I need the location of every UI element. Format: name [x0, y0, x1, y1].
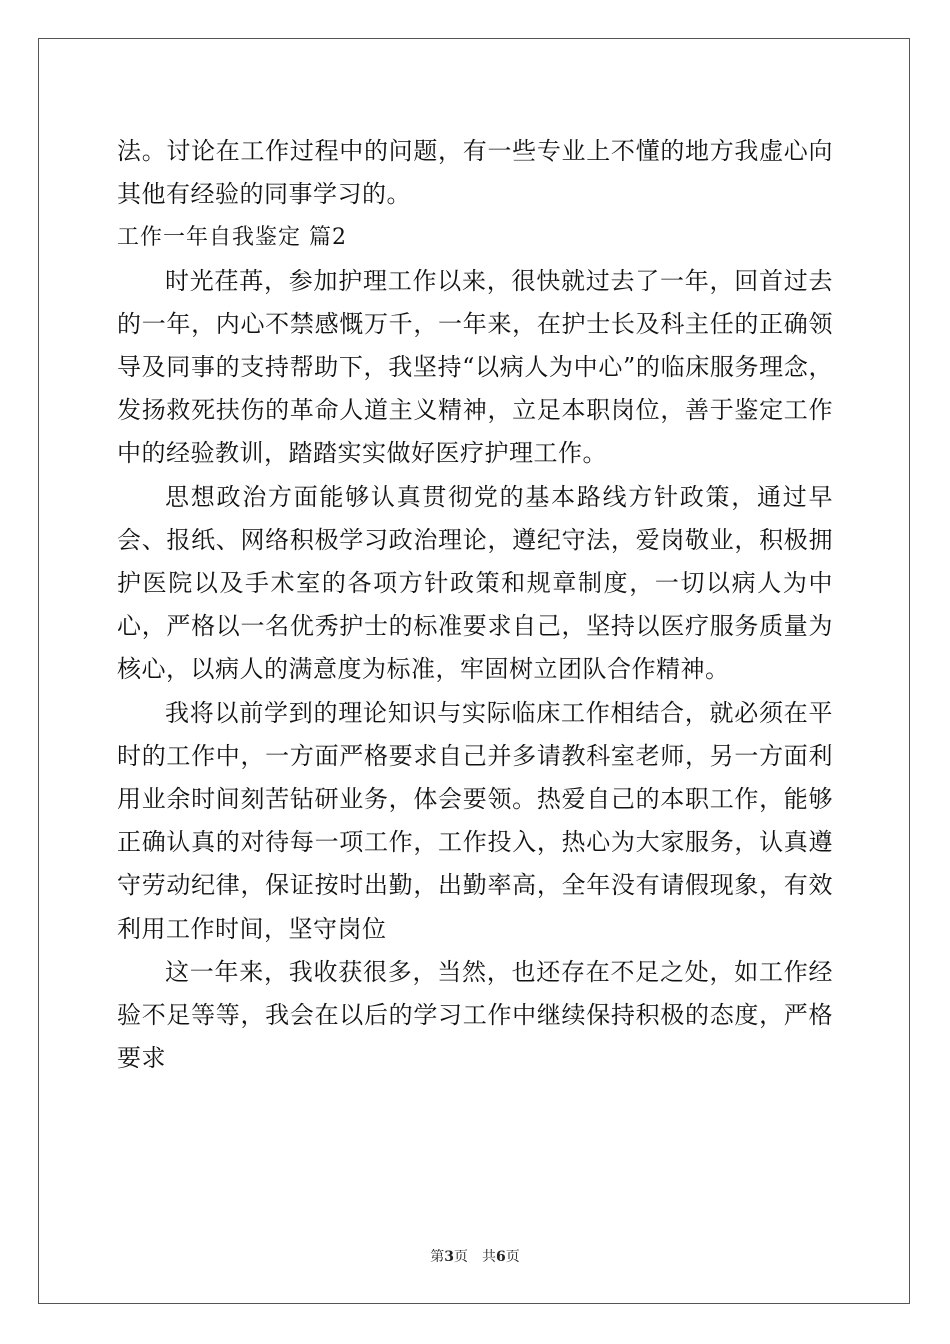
page-total: 6 — [496, 1249, 506, 1265]
page-current: 3 — [444, 1249, 454, 1265]
paragraph-5: 这一年来，我收获很多，当然，也还存在不足之处，如工作经验不足等等，我会在以后的学习工作中继续保持积极的态度，严格要求 — [117, 957, 833, 1073]
page-label: 页 — [454, 1249, 468, 1265]
total-prefix: 共 — [482, 1249, 496, 1265]
page-prefix: 第 — [430, 1249, 445, 1265]
page-footer — [0, 1246, 950, 1266]
paragraph-3: 思想政治方面能够认真贯彻党的基本路线方针政策，通过早会、报纸、网络积极学习政治理论，遵纪守法，爱岗敬业，积极拥护医院以及手术室的各项方针政策和规章制度，一切以病人为中心，严格以一名优秀护士的标准要求自己，坚持以医疗服务质量为核心，以病人的满意度为标准，牢固树立团队合作精神。 — [117, 482, 833, 684]
document-body — [117, 130, 833, 1080]
section-heading: 工作一年自我鉴定 篇2 — [117, 225, 347, 251]
paragraph-2: 时光荏苒，参加护理工作以来，很快就过去了一年，回首过去的一年，内心不禁感慨万千，一年来，在护士长及科主任的正确领导及同事的支持帮助下，我坚持“以病人为中心”的临床服务理念，发扬救死扶伤的革命人道主义精神，立足本职岗位，善于鉴定工作中的经验教训，踏踏实实做好医疗护理工作。 — [117, 266, 833, 468]
total-label: 页 — [505, 1249, 520, 1265]
paragraph-1: 法。讨论在工作过程中的问题，有一些专业上不懂的地方我虚心向其他有经验的同事学习的。 — [117, 137, 833, 209]
paragraph-4: 我将以前学到的理论知识与实际临床工作相结合，就必须在平时的工作中，一方面严格要求自己并多请教科室老师，另一方面利用业余时间刻苦钻研业务，体会要领。热爱自己的本职工作，能够正确认真的对待每一项工作，工作投入，热心为大家服务，认真遵守劳动纪律，保证按时出勤，出勤率高，全年没有请假现象，有效利用工作时间，坚守岗位 — [117, 698, 833, 943]
